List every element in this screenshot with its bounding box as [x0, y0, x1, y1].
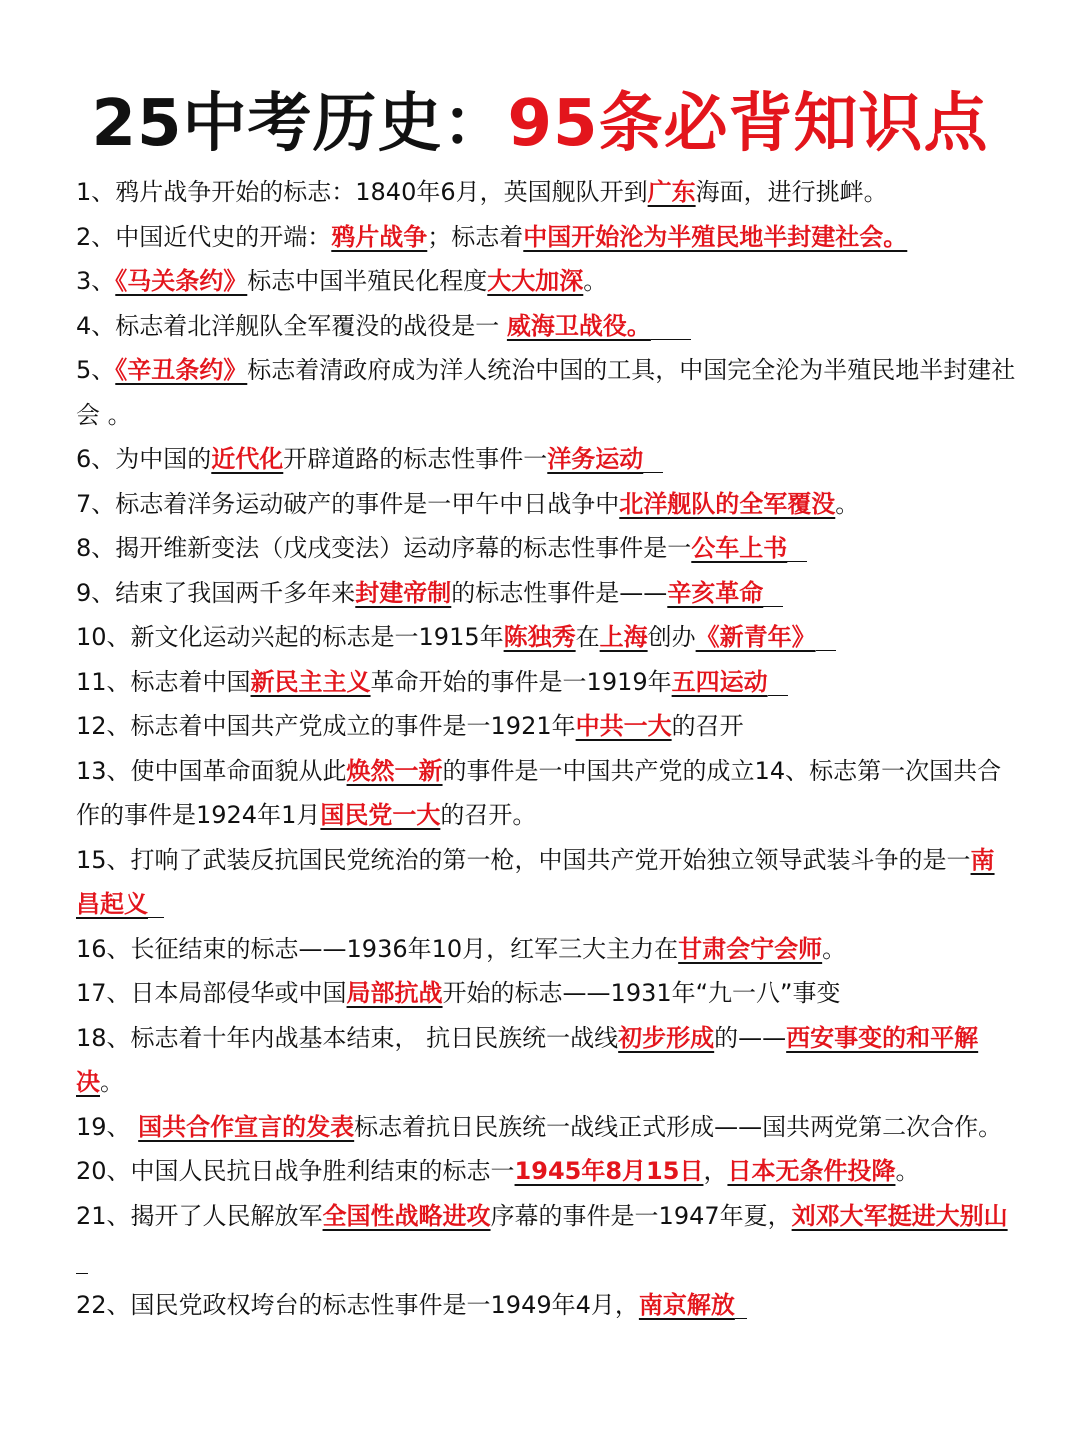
- list-item: [76, 170, 1016, 215]
- item-text: 的标志性事件是——: [451, 578, 668, 607]
- item-text: 7、标志着洋务运动破产的事件是一甲午中日战争中: [76, 489, 620, 518]
- item-text: 标志着抗日民族统一战线正式形成——国共两党第二次合作。: [354, 1112, 1003, 1141]
- highlight-answer: 南京解放: [638, 1290, 735, 1319]
- underline-blank: [148, 893, 164, 918]
- list-item: [76, 1194, 1016, 1283]
- underline-blank: [787, 537, 807, 562]
- item-text: 3、: [76, 267, 116, 295]
- list-item: [76, 437, 1016, 482]
- item-text: 16、长征结束的标志——1936年10月，红军三大主力在: [76, 934, 679, 963]
- item-text: 6、为中国的: [76, 445, 212, 473]
- item-text: 标志着清政府成为洋人统治中国的工具，中国完全沦为半殖民地半封建社会 。: [76, 356, 1016, 429]
- item-text: 开辟道路的标志性事件一: [283, 445, 548, 473]
- item-text: 的事件是一中国共产党的成立14、标志第一次国共合作的事件是1924年1月: [76, 756, 1002, 829]
- item-text: 。: [583, 267, 608, 295]
- underline-blank: [763, 582, 783, 607]
- knowledge-list: [76, 170, 1016, 1327]
- list-item: [76, 927, 1016, 972]
- highlight-answer: 威海卫战役。: [506, 311, 651, 340]
- list-item: [76, 304, 1016, 349]
- item-text: 4、标志着北洋舰队全军覆没的战役是一: [76, 311, 507, 340]
- highlight-answer: 南昌起义: [76, 845, 995, 918]
- item-text: 21、揭开了人民解放军: [76, 1201, 323, 1230]
- list-item: [76, 571, 1016, 616]
- list-item: [76, 838, 1016, 927]
- highlight-answer: 辛亥革命: [667, 578, 764, 607]
- item-text: 12、标志着中国共产党成立的事件是一1921年: [76, 712, 576, 740]
- highlight-answer: 《马关条约》: [115, 267, 248, 295]
- underline-blank: [816, 626, 836, 651]
- highlight-answer: 北洋舰队的全军覆没: [619, 489, 836, 518]
- list-item: [76, 660, 1016, 705]
- highlight-answer: 广东: [647, 178, 696, 206]
- item-text: 10、新文化运动兴起的标志是一1915年: [76, 623, 504, 651]
- highlight-answer: 焕然一新: [346, 756, 443, 785]
- list-item: [76, 215, 1016, 260]
- item-text: 2、中国近代史的开端：: [76, 222, 332, 251]
- list-item: [76, 704, 1016, 749]
- highlight-answer: 鸦片战争: [331, 222, 428, 251]
- highlight-answer: 西安事变的和平解决: [76, 1023, 979, 1096]
- list-item: [76, 348, 1016, 437]
- item-text: 开始的标志——1931年“九一八”事变: [442, 979, 841, 1007]
- item-text: 11、标志着中国: [76, 667, 251, 696]
- highlight-answer: 1945年8月15日: [514, 1157, 704, 1185]
- underline-blank: [643, 448, 663, 473]
- highlight-answer: 上海: [599, 623, 648, 651]
- list-item: [76, 1105, 1016, 1150]
- highlight-answer: 五四运动: [671, 667, 768, 696]
- list-item: [76, 526, 1016, 571]
- highlight-answer: 新民主主义: [250, 667, 371, 696]
- item-text: 15、打响了武装反抗国民党统治的第一枪，中国共产党开始独立领导武装斗争的是一: [76, 845, 971, 874]
- list-item: [76, 1016, 1016, 1105]
- list-item: [76, 615, 1016, 660]
- highlight-answer: 全国性战略进攻: [322, 1201, 491, 1230]
- highlight-answer: 刘邓大军挺进大别山: [791, 1201, 1008, 1230]
- item-text: 9、结束了我国两千多年来: [76, 578, 356, 607]
- underline-blank: [651, 315, 691, 340]
- item-text: 在: [575, 623, 600, 651]
- item-text: 标志中国半殖民化程度: [247, 267, 488, 295]
- highlight-answer: 国民党一大: [320, 801, 441, 829]
- highlight-answer: 公车上书: [691, 534, 788, 562]
- highlight-answer: 甘肃会宁会师: [678, 934, 823, 963]
- item-text: 海面，进行挑衅。: [695, 178, 888, 206]
- highlight-answer: 近代化: [211, 445, 284, 473]
- item-text: ；标志着: [427, 222, 524, 251]
- underline-blank: [768, 671, 788, 696]
- highlight-answer: 封建帝制: [355, 578, 452, 607]
- highlight-answer: 中共一大: [575, 712, 672, 740]
- item-text: 。: [835, 489, 860, 518]
- highlight-answer: 洋务运动: [547, 445, 644, 473]
- list-item: [76, 1283, 1016, 1328]
- item-text: 。: [100, 1068, 124, 1096]
- highlight-answer: 《新青年》: [695, 623, 816, 651]
- item-text: 22、国民党政权垮台的标志性事件是一1949年4月，: [76, 1290, 639, 1319]
- item-text: 20、中国人民抗日战争胜利结束的标志一: [76, 1157, 515, 1185]
- page-title: [0, 86, 1080, 162]
- highlight-answer: 《辛丑条约》: [115, 356, 248, 384]
- item-text: 。: [895, 1157, 920, 1185]
- item-text: 19、: [76, 1112, 139, 1141]
- highlight-answer: 中国开始沦为半殖民地半封建社会。: [523, 222, 908, 251]
- list-item: [76, 971, 1016, 1016]
- item-text: 创办: [647, 623, 696, 651]
- highlight-answer: 国共合作宣言的发表: [138, 1112, 355, 1141]
- item-text: 13、使中国革命面貌从此: [76, 756, 347, 785]
- item-text: 8、揭开维新变法（戊戌变法）运动序幕的标志性事件是一: [76, 534, 692, 562]
- underline-blank: [735, 1294, 747, 1319]
- list-item: [76, 482, 1016, 527]
- item-text: 革命开始的事件是一1919年: [370, 667, 672, 696]
- item-text: 的召开。: [440, 801, 537, 829]
- item-text: ，: [703, 1157, 728, 1185]
- item-text: 18、标志着十年内战基本结束， 抗日民族统一战线: [76, 1023, 619, 1052]
- highlight-answer: 日本无条件投降: [727, 1157, 896, 1185]
- list-item: [76, 749, 1016, 838]
- highlight-answer: 局部抗战: [346, 979, 443, 1007]
- highlight-answer: 大大加深: [487, 267, 584, 295]
- highlight-answer: 陈独秀: [503, 623, 576, 651]
- item-text: 17、日本局部侵华或中国: [76, 979, 347, 1007]
- item-text: 的——: [714, 1023, 787, 1052]
- list-item: [76, 1149, 1016, 1194]
- item-text: 。: [822, 934, 847, 963]
- title-red: 95条必背知识点: [507, 87, 989, 161]
- item-text: 序幕的事件是一1947年夏，: [490, 1201, 792, 1230]
- highlight-answer: 初步形成: [618, 1023, 715, 1052]
- underline-blank: [76, 1249, 88, 1274]
- item-text: 的召开: [671, 712, 744, 740]
- item-text: 1、鸦片战争开始的标志：1840年6月，英国舰队开到: [76, 178, 648, 206]
- list-item: [76, 259, 1016, 304]
- item-text: 5、: [76, 356, 116, 384]
- title-black: 25中考历史：: [91, 87, 508, 161]
